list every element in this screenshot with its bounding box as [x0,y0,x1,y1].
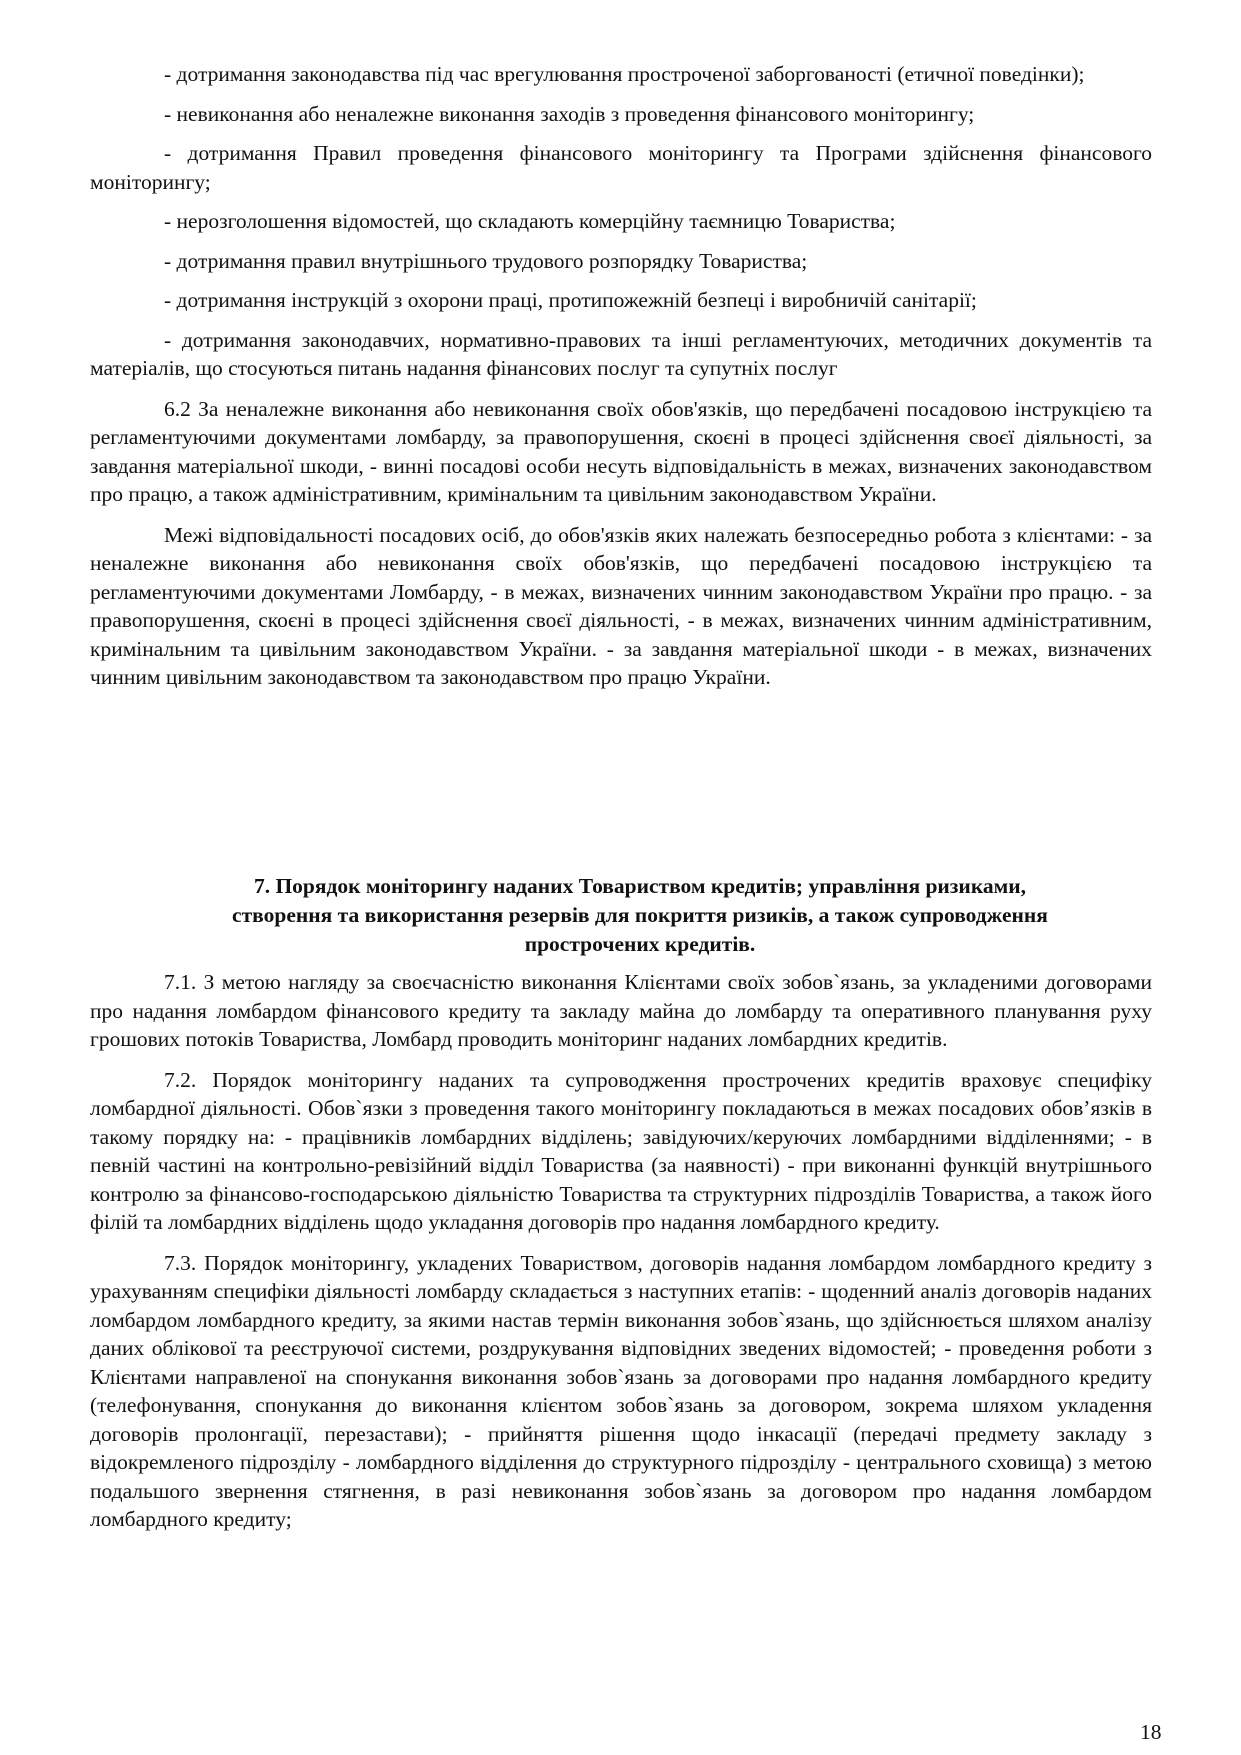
heading-line: створення та використання резервів для покриття ризиків, а також супроводження [232,903,1048,927]
paragraph-7-3: 7.3. Порядок моніторингу, укладених Товариством, договорів надання ломбардом ломбардного кредиту з урахуванням специфіки діяльності ломбарду складається з наступних етапів: - щоденний аналіз договорів наданих ломбардом ломбардного кредиту, за якими настав термін виконання зобов`язань, що здійснюється шляхом аналізу даних облікової та реєструючої системи, роздрукування відповідних зведених відомостей; - проведення роботи з Клієнтами направленої на спонукання виконання зобов`язань за договорами про надання ломбардного кредиту (телефонування, спонукання до виконання клієнтом зобов`язань за договором, зокрема шляхом укладення договорів пролонгації, перезастави); - прийняття рішення щодо інкасації (передачі предмету закладу з відокремленого підрозділу - ломбардного відділення до структурного підрозділу - центрального сховища) з метою подальшого звернення стягнення, в разі невиконання зобов`язань за договором про надання ломбардом ломбардного кредиту; [90,1250,1152,1531]
heading-line: 7. Порядок моніторингу наданих Товариством кредитів; управління ризиками, [253,874,1027,898]
list-item: - дотримання законодавства під час врегулювання простроченої заборгованості (етичної поведінки); [164,62,1085,86]
section-6-text [90,60,1152,692]
list-item: - нерозголошення відомостей, що складають комерційну таємницю Товариства; [164,209,896,233]
paragraph-7-2: 7.2. Порядок моніторингу наданих та супроводження прострочених кредитів враховує специфіку ломбардної діяльності. Обов`язки з проведення такого моніторингу покладаються в межах посадових обов’язків в такому порядку на: - працівників ломбардних відділень; завідуючих/керуючих ломбардними відділеннями; - в певній частині на контрольно-ревізійний відділ Товариства (за наявності) - при виконанні функцій внутрішнього контролю за фінансово-господарською діяльністю Товариства та структурних підрозділів Товариства, а також його філій та ломбардних відділень щодо укладання договорів про надання ломбардного кредиту. [90,1067,1152,1234]
heading-line: прострочених кредитів. [524,932,756,956]
section-7-text [90,968,1152,1534]
page-number: 18 [1140,1720,1162,1744]
list-item: - невиконання або неналежне виконання заходів з проведення фінансового моніторингу; [164,101,975,126]
paragraph-6-2: 6.2 За неналежне виконання або невиконання своїх обов'язків, що передбачені посадовою інструкцією та регламентуючими документами ломбарду, за правопорушення, скоєні в процесі здійснення своєї діяльності, за завдання матеріальної шкоди, - винні посадові особи несуть відповідальність в межах, визначених законодавством про працю, а також адміністративним, кримінальним та цивільним законодавством України. [90,396,1152,506]
list-item: - дотримання правил внутрішнього трудового розпорядку Товариства; [164,248,808,273]
paragraph-7-1: 7.1. З метою нагляду за своєчасністю виконання Клієнтами своїх зобов`язань, за укладеними договорами про надання ломбардом фінансового кредиту та закладу майна до ломбарду та оперативного планування руху грошових потоків Товариства, Ломбард проводить моніторинг наданих ломбардних кредитів. [90,970,1152,1051]
paragraph-responsibility-limits: Межі відповідальності посадових осіб, до обов'язків яких належать безпосередньо робота з клієнтами: - за неналежне виконання або невиконання своїх обов'язків, що передбачені посадовою інструкцією та регламентуючими документами Ломбарду, - в межах, визначених чинним законодавством України про працю. - за правопорушення, скоєні в процесі здійснення своєї діяльності, - в межах, визначених чинним адміністративним, кримінальним та цивільним законодавством України. - за завдання матеріальної шкоди - в межах, визначених чинним цивільним законодавством та законодавством про працю України. [90,522,1152,689]
list-item: - дотримання Правил проведення фінансового моніторингу та Програми здійснення фінансового моніторингу; [90,141,1152,194]
list-item: - дотримання інструкцій з охорони праці, протипожежній безпеці і виробничій санітарії; [164,288,977,312]
section-7-heading [130,872,1150,959]
list-item: - дотримання законодавчих, нормативно-правових та інші регламентуючих, методичних документів та матеріалів, що стосуються питань надання фінансових послуг та супутніх послуг [90,327,1152,380]
